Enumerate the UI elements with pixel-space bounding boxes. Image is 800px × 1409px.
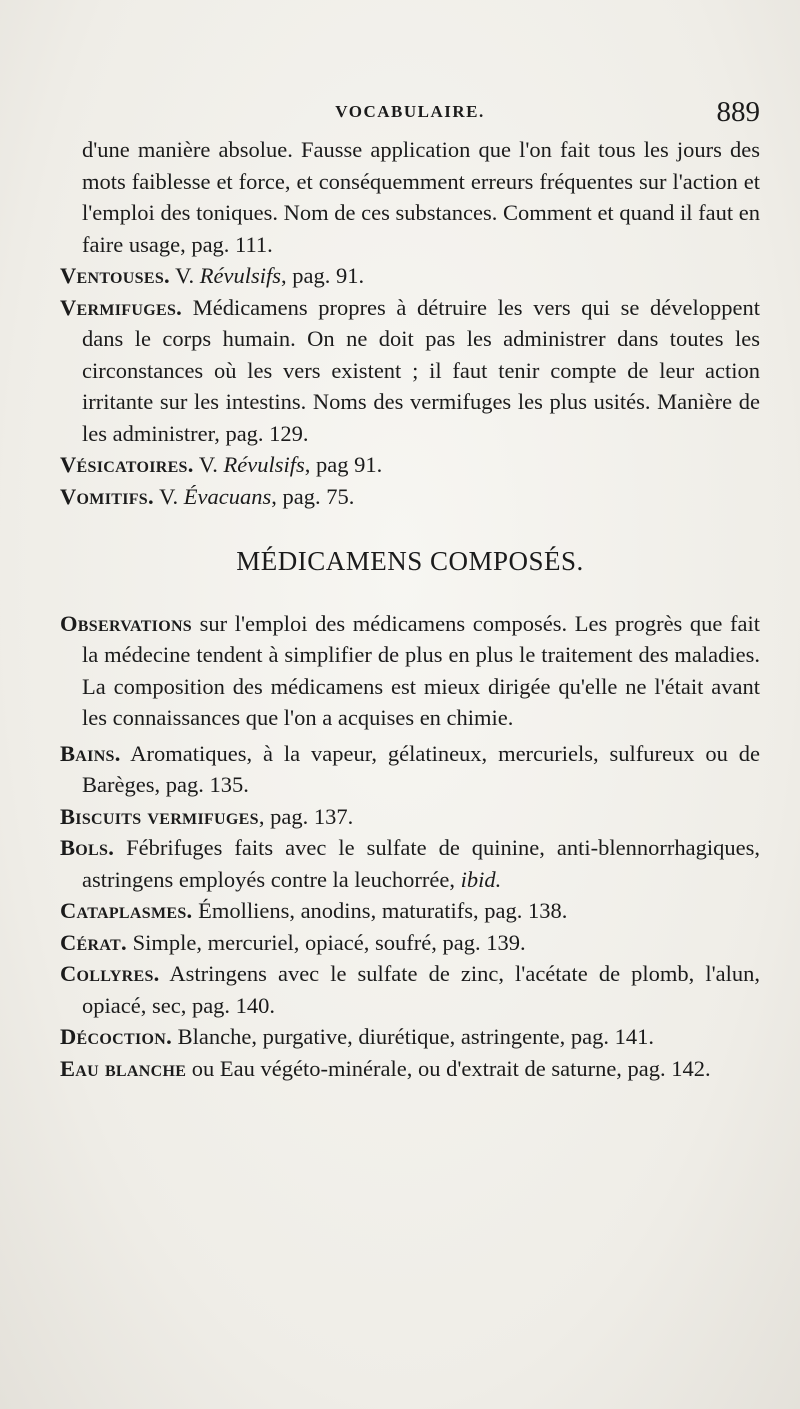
entry-heading: Ventouses.	[60, 263, 170, 288]
entry-eau-blanche	[60, 1053, 760, 1085]
entry-collyres	[60, 958, 760, 1021]
page-header	[60, 96, 760, 132]
entry-text: , pag. 91.	[281, 263, 365, 288]
entry-text: Émolliens, anodins, maturatifs, pag. 138.	[192, 898, 568, 923]
entry-heading: Vésicatoires.	[60, 452, 194, 477]
entry-continuation	[60, 134, 760, 260]
entry-italic: Révulsifs	[199, 263, 282, 288]
entry-text: V.	[193, 452, 224, 477]
entry-vomitifs	[60, 481, 760, 513]
entry-text: ou Eau végéto-minérale, ou d'extrait de saturne, pag. 142.	[186, 1055, 711, 1081]
entry-text: Fébrifuges faits avec le sulfate de quinine, anti-blennorrhagiques, astringens employés contre la leuchorrée,	[82, 835, 760, 892]
entry-text: Blanche, purgative, diurétique, astringente, pag. 141.	[172, 1024, 654, 1049]
entry-bols	[60, 832, 760, 895]
entry-text: Médicamens propres à détruire les vers qui se développent dans le corps humain. On ne doit pas les administrer dans toutes les circonstances où les vers existent ; il faut tenir compte de leur action irritante sur les intestins. Noms des vermifuges les plus usités. Manière de les administrer, pag. 129.	[82, 294, 760, 446]
entry-text: , pag. 75.	[271, 483, 355, 509]
entry-vesicatoires	[60, 449, 760, 481]
entry-text: d'une manière absolue. Fausse application que l'on fait tous les jours des mots faiblesse et force, et conséquemment erreurs fréquentes sur l'action et l'emploi des toniques. Nom de ces substances. Comment et quand il faut en faire usage, pag. 111.	[82, 137, 760, 257]
entry-decoction	[60, 1021, 760, 1053]
page-number: 889	[716, 96, 760, 128]
entry-vermifuges	[60, 292, 760, 450]
entry-italic: Évacuans	[183, 483, 272, 509]
entry-heading: Cataplasmes.	[60, 898, 193, 923]
entry-text: sur l'emploi des médicamens composés. Les progrès que fait la médecine tendent à simplifier de plus en plus le traitement des maladies. La composition des médicamens est mieux dirigée qu'elle ne l'était avant les connaissances que l'on a acquises en chimie.	[82, 610, 760, 730]
section-title: MÉDICAMENS COMPOSÉS.	[236, 546, 584, 576]
entry-heading: Observations	[60, 610, 192, 636]
entry-italic: Révulsifs	[223, 452, 305, 477]
entry-heading: Décoction.	[60, 1024, 172, 1049]
entry-observations	[60, 608, 760, 734]
entry-text: Simple, mercuriel, opiacé, soufré, pag. 139.	[126, 929, 526, 955]
entry-heading: Eau blanche	[60, 1055, 187, 1081]
running-head: VOCABULAIRE.	[335, 102, 485, 121]
entry-biscuits	[60, 801, 760, 833]
entry-text: V.	[169, 263, 200, 288]
entry-heading: Cérat.	[60, 929, 127, 955]
entry-bains	[60, 738, 760, 801]
entry-ventouses	[60, 260, 760, 292]
entry-text: V.	[153, 483, 184, 509]
entry-cataplasmes	[60, 895, 760, 927]
entry-italic: ibid.	[460, 866, 502, 892]
entry-text: Aromatiques, à la vapeur, gélatineux, mercuriels, sulfureux ou de Barèges, pag. 135.	[82, 740, 760, 797]
entry-cerat	[60, 927, 760, 959]
entry-heading: Vomitifs.	[60, 483, 154, 509]
page-body	[60, 134, 760, 1084]
entry-heading: Biscuits vermifuges	[60, 803, 259, 829]
entry-text: Astringens avec le sulfate de zinc, l'acétate de plomb, l'alun, opiacé, sec, pag. 140.	[82, 961, 760, 1018]
entry-heading: Collyres.	[60, 961, 160, 986]
entry-heading: Vermifuges.	[60, 294, 183, 320]
entry-heading: Bols.	[60, 835, 115, 860]
entry-heading: Bains.	[60, 740, 121, 766]
entry-text: , pag. 137.	[258, 803, 354, 829]
entry-text: , pag 91.	[304, 452, 383, 477]
